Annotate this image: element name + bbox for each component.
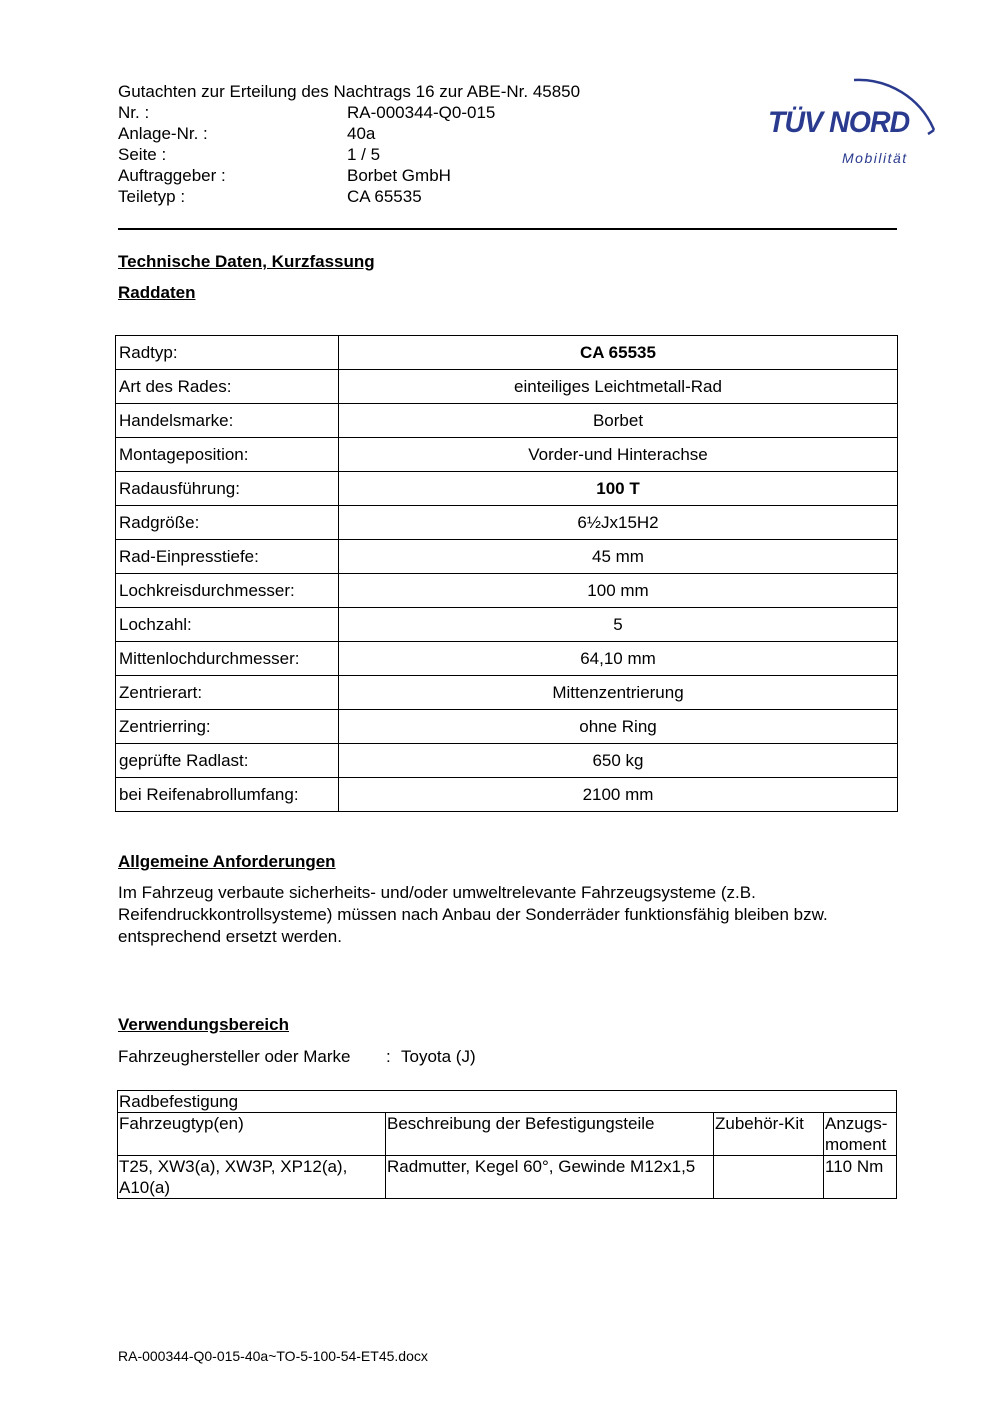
- row-value: 650 kg: [339, 744, 898, 778]
- header-label: Nr. :: [118, 103, 150, 122]
- header-row-teiletyp: [118, 186, 495, 207]
- row-label: Radgröße:: [116, 506, 339, 540]
- fahrzeughersteller-label: Fahrzeughersteller oder Marke: [118, 1047, 351, 1066]
- tuv-nord-logo: [762, 56, 942, 176]
- header-label: Auftraggeber :: [118, 166, 226, 185]
- column-header: Beschreibung der Befestigungsteile: [386, 1113, 714, 1156]
- table-row: [116, 506, 898, 540]
- row-label: Mittenlochdurchmesser:: [116, 642, 339, 676]
- table-cell: Radmutter, Kegel 60°, Gewinde M12x1,5: [386, 1156, 714, 1199]
- row-label: Art des Rades:: [116, 370, 339, 404]
- row-label: Radausführung:: [116, 472, 339, 506]
- row-label: bei Reifenabrollumfang:: [116, 778, 339, 812]
- table-row: [116, 642, 898, 676]
- row-label: Zentrierart:: [116, 676, 339, 710]
- table-row: [116, 676, 898, 710]
- header-label: Seite :: [118, 145, 167, 164]
- row-value: einteiliges Leichtmetall-Rad: [339, 370, 898, 404]
- fahrzeughersteller-row: [118, 1047, 476, 1067]
- row-value: Vorder-und Hinterachse: [339, 438, 898, 472]
- header-value: 1 / 5: [347, 145, 381, 164]
- column-header: Zubehör-Kit: [714, 1113, 824, 1156]
- row-value: 100 mm: [339, 574, 898, 608]
- heading-raddaten: Raddaten: [118, 283, 196, 302]
- header-info: [118, 102, 495, 207]
- header-value: Borbet GmbH: [347, 166, 451, 185]
- table-row: [116, 370, 898, 404]
- header-divider: [118, 228, 897, 230]
- row-value: 45 mm: [339, 540, 898, 574]
- row-label: Montageposition:: [116, 438, 339, 472]
- table-caption: Radbefestigung: [118, 1091, 897, 1113]
- table-row: [118, 1156, 897, 1199]
- heading-allgemeine-anforderungen: Allgemeine Anforderungen: [118, 852, 336, 871]
- table-cell: 110 Nm: [824, 1156, 897, 1199]
- row-value: 100 T: [339, 472, 898, 506]
- row-label: Handelsmarke:: [116, 404, 339, 438]
- row-label: Lochkreisdurchmesser:: [116, 574, 339, 608]
- table-row: [116, 336, 898, 370]
- heading-technische-daten: Technische Daten, Kurzfassung: [118, 252, 375, 271]
- table-row: [116, 778, 898, 812]
- logo-text: TÜV NORD: [768, 106, 910, 139]
- row-value: 64,10 mm: [339, 642, 898, 676]
- radbefestigung-table: [117, 1090, 897, 1199]
- raddaten-table: [115, 335, 898, 812]
- table-row: [116, 608, 898, 642]
- table-row: [116, 710, 898, 744]
- fahrzeughersteller-value: Toyota (J): [401, 1047, 476, 1066]
- column-header: Fahrzeugtyp(en): [118, 1113, 386, 1156]
- table-cell: T25, XW3(a), XW3P, XP12(a), A10(a): [118, 1156, 386, 1199]
- header-value: CA 65535: [347, 187, 422, 206]
- row-value: CA 65535: [339, 336, 898, 370]
- header-label: Teiletyp :: [118, 187, 186, 206]
- header-row-anlage: [118, 123, 495, 144]
- row-value: ohne Ring: [339, 710, 898, 744]
- header-row-seite: [118, 144, 495, 165]
- table-cell: [714, 1156, 824, 1199]
- column-header: Anzugs-moment: [824, 1113, 897, 1156]
- table-caption-row: [118, 1091, 897, 1113]
- header-value: 40a: [347, 124, 376, 143]
- header-row-auftraggeber: [118, 165, 495, 186]
- logo-subtitle: Mobilität: [842, 150, 908, 166]
- header-label: Anlage-Nr. :: [118, 124, 208, 143]
- table-row: [116, 472, 898, 506]
- separator: :: [386, 1047, 391, 1066]
- row-value: Mittenzentrierung: [339, 676, 898, 710]
- row-value: Borbet: [339, 404, 898, 438]
- table-row: [116, 574, 898, 608]
- header-row-nr: [118, 102, 495, 123]
- footer-filename: RA-000344-Q0-015-40a~TO-5-100-54-ET45.docx: [118, 1348, 428, 1364]
- table-row: [116, 744, 898, 778]
- row-value: 2100 mm: [339, 778, 898, 812]
- header-value: RA-000344-Q0-015: [347, 103, 496, 122]
- heading-verwendungsbereich: Verwendungsbereich: [118, 1015, 289, 1034]
- allgemeine-text: Im Fahrzeug verbaute sicherheits- und/oder umweltrelevante Fahrzeugsysteme (z.B. Reifendruckkontrollsysteme) müssen nach Anbau der Sonderräder funktionsfähig bleiben bzw. entsprechend ersetzt werden.: [118, 883, 828, 946]
- row-label: Radtyp:: [116, 336, 339, 370]
- row-value: 5: [339, 608, 898, 642]
- row-label: Lochzahl:: [116, 608, 339, 642]
- row-label: geprüfte Radlast:: [116, 744, 339, 778]
- row-label: Zentrierring:: [116, 710, 339, 744]
- table-row: [116, 540, 898, 574]
- document-title: Gutachten zur Erteilung des Nachtrags 16 zur ABE-Nr. 45850: [118, 82, 581, 101]
- table-row: [116, 404, 898, 438]
- table-row: [116, 438, 898, 472]
- row-label: Rad-Einpresstiefe:: [116, 540, 339, 574]
- table-header-row: [118, 1113, 897, 1156]
- row-value: 6½Jx15H2: [339, 506, 898, 540]
